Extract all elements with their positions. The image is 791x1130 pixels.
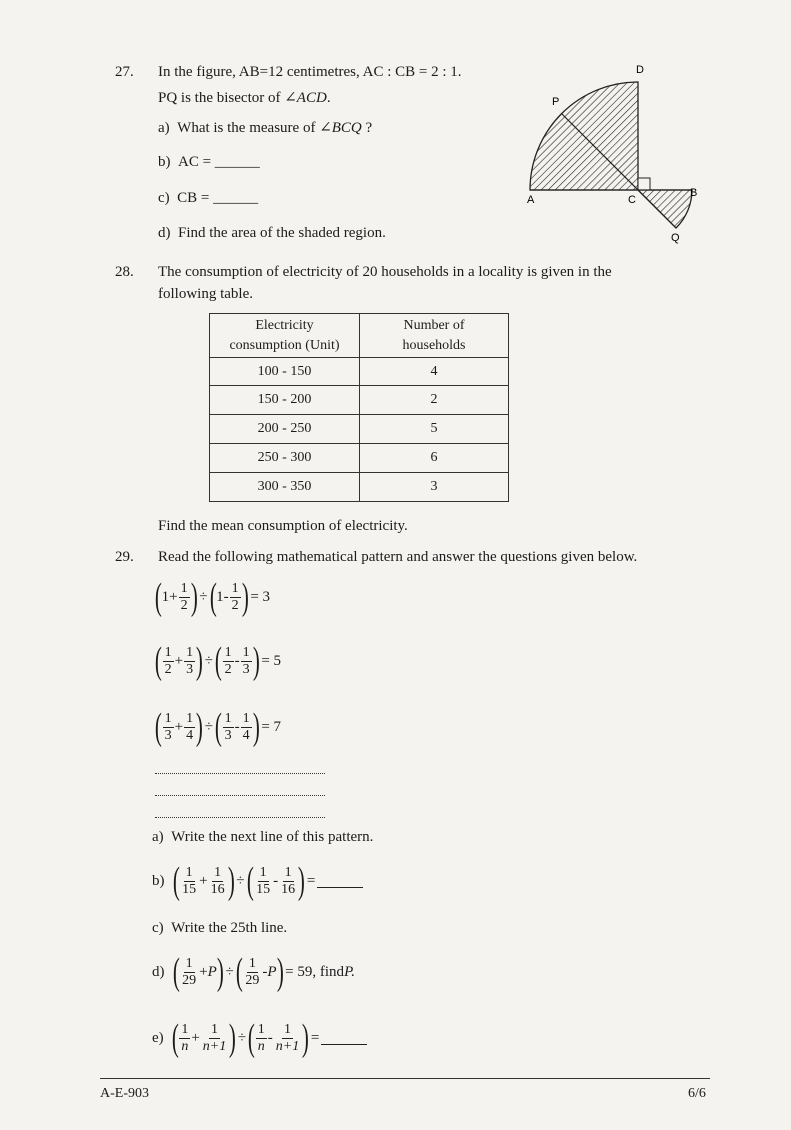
q27-a: a) What is the measure of ∠BCQ ? xyxy=(158,120,373,136)
q29-e: e) ( $\frac{1}{n}$ + $\frac{1}{n+1}$ ) ÷ ( $\frac{1}{n}$ - $\frac{1}{n+1}$ ) = xyxy=(152,1019,367,1057)
label-d: D xyxy=(636,64,644,76)
q27-line1: In the figure, AB=12 centimetres, AC : CB = 2 : 1. xyxy=(158,64,462,80)
footer-code: A-E-903 xyxy=(100,1086,149,1101)
q27-b: b) AC = ______ xyxy=(158,154,260,170)
footer-page: 6/6 xyxy=(688,1086,706,1101)
table-row: 300 - 350 3 xyxy=(210,473,509,502)
small-shaded-sector xyxy=(638,190,692,228)
header-households: Number of households xyxy=(360,314,509,358)
table-row: 200 - 250 5 xyxy=(210,415,509,444)
label-c: C xyxy=(628,194,636,206)
table-row: 250 - 300 6 xyxy=(210,444,509,473)
pattern-line-3: ( $\frac{1}{3}$ + $\frac{1}{4}$ ) ÷ ( $\frac{1}{3}$ - $\frac{1}{4}$ ) = 7 xyxy=(154,706,282,748)
q28-question: Find the mean consumption of electricity. xyxy=(158,518,408,534)
q29-a: a) Write the next line of this pattern. xyxy=(152,829,374,845)
pattern-line-2: ( $\frac{1}{2}$ + $\frac{1}{3}$ ) ÷ ( $\frac{1}{2}$ - $\frac{1}{3}$ ) = 5 xyxy=(154,640,282,682)
dotted-line xyxy=(155,773,325,774)
table-row: 100 - 150 4 xyxy=(210,358,509,386)
label-q: Q xyxy=(671,232,680,244)
header-electricity: Electricity consumption (Unit) xyxy=(210,314,360,358)
dotted-line xyxy=(155,817,325,818)
q27-line2: PQ is the bisector of ∠ACD. xyxy=(158,90,331,106)
q27-d: d) Find the area of the shaded region. xyxy=(158,225,386,241)
consumption-table xyxy=(209,313,509,502)
table-row: 150 - 200 2 xyxy=(210,386,509,415)
q29-line1: Read the following mathematical pattern and answer the questions given below. xyxy=(158,549,638,565)
label-a: A xyxy=(527,194,535,206)
label-b: B xyxy=(690,187,698,199)
q27-figure xyxy=(520,55,720,250)
pattern-line-1: ( 1 + $\frac{1}{2}$ ) ÷ ( 1 - $\frac{1}{2}$ ) = 3 xyxy=(154,576,271,618)
q29-b: b) ( $\frac{1}{15}$ + $\frac{1}{16}$ ) ÷ ( $\frac{1}{15}$ - $\frac{1}{16}$ ) = xyxy=(152,862,363,900)
q27-c: c) CB = ______ xyxy=(158,190,259,206)
q29-d: d) ( $\frac{1}{29}$ + P ) ÷ ( $\frac{1}{29}$ - P ) = 59 , find P. xyxy=(152,951,356,993)
table-header-row xyxy=(210,314,509,358)
q27-number: 27. xyxy=(115,64,134,80)
q27-angle-acd: ∠ACD xyxy=(284,90,327,106)
q28-number: 28. xyxy=(115,264,134,280)
label-p: P xyxy=(552,96,560,108)
q29-number: 29. xyxy=(115,549,134,565)
q29-c: c) Write the 25th line. xyxy=(152,920,288,936)
dotted-line xyxy=(155,795,325,796)
q28-line2: following table. xyxy=(158,286,253,302)
q28-line1: The consumption of electricity of 20 households in a locality is given in the xyxy=(158,264,612,280)
footer-rule xyxy=(100,1078,710,1079)
